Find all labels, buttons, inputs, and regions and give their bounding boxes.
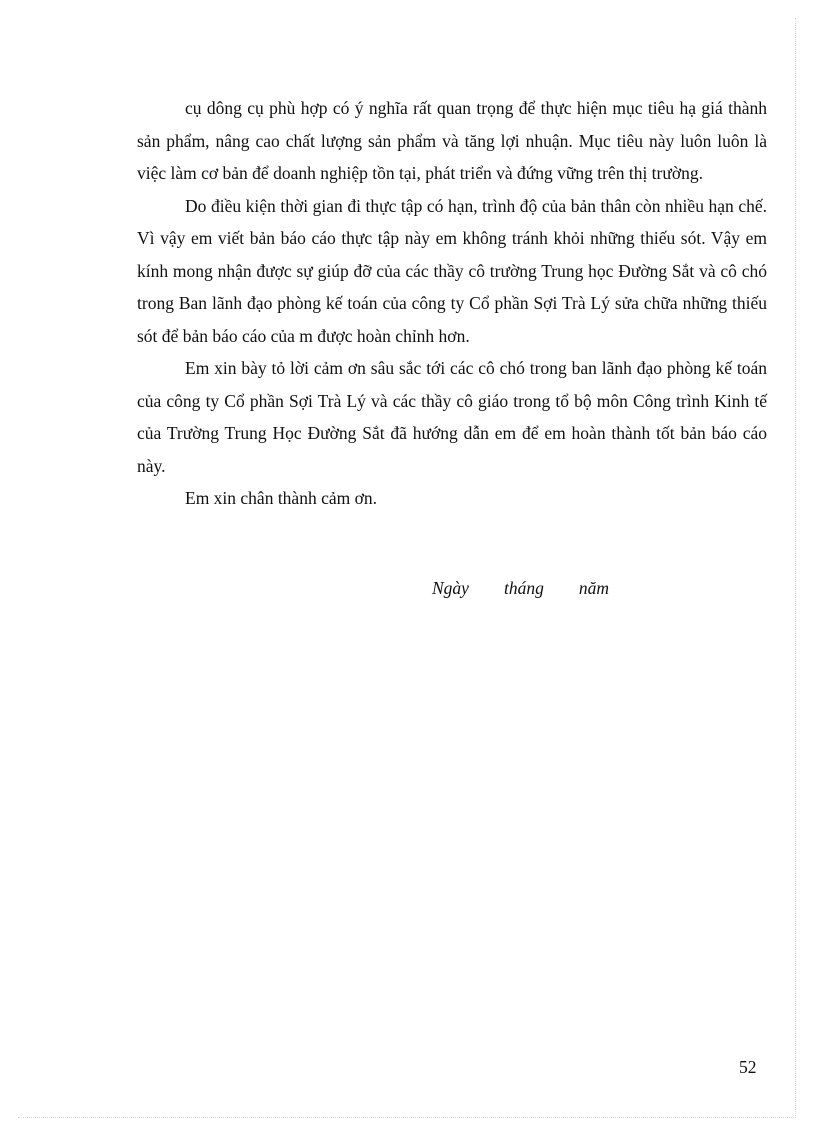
date-year-label: năm — [578, 578, 609, 598]
paragraph-limitations: Do điều kiện thời gian đi thực tập có hạn, trình độ của bản thân còn nhiều hạn chế. Vì vậy em viết bản báo cáo thực tập này em không tránh khỏi những thiếu sót. Vậy em kính mong nhận được sự giúp đỡ của các thầy cô trường Trung học Đường Sắt và cô chó trong Ban lãnh đạo phòng kế toán của công ty Cổ phần Sợi Trà Lý sửa chữa những thiếu sót để bản báo cáo của m được hoàn chỉnh hơn. — [137, 195, 767, 346]
document-body — [137, 92, 767, 515]
paragraph-thanks: Em xin chân thành cảm ơn. — [185, 488, 377, 508]
date-day-label: Ngày — [432, 578, 469, 598]
paragraph-acknowledgement: Em xin bày tỏ lời cảm ơn sâu sắc tới các cô chó trong ban lãnh đạo phòng kế toán của công ty Cổ phần Sợi Trà Lý và các thầy cô giáo trong tổ bộ môn Công trình Kinh tế của Trường Trung Học Đường Sắt đã hướng dẫn em để em hoàn thành tốt bản báo cáo này. — [137, 358, 767, 476]
page-number: 52 — [739, 1057, 757, 1077]
paragraph-conclusion-goals: cụ dông cụ phù hợp có ý nghĩa rất quan trọng để thực hiện mục tiêu hạ giá thành sản phẩm, nâng cao chất lượng sản phẩm và tăng lợi nhuận. Mục tiêu này luôn luôn là việc làm cơ bản để doanh nghiệp tồn tại, phát triển và đứng vững trên thị trường. — [137, 98, 767, 183]
date-month-label: tháng — [503, 578, 544, 598]
date-line — [432, 578, 609, 599]
